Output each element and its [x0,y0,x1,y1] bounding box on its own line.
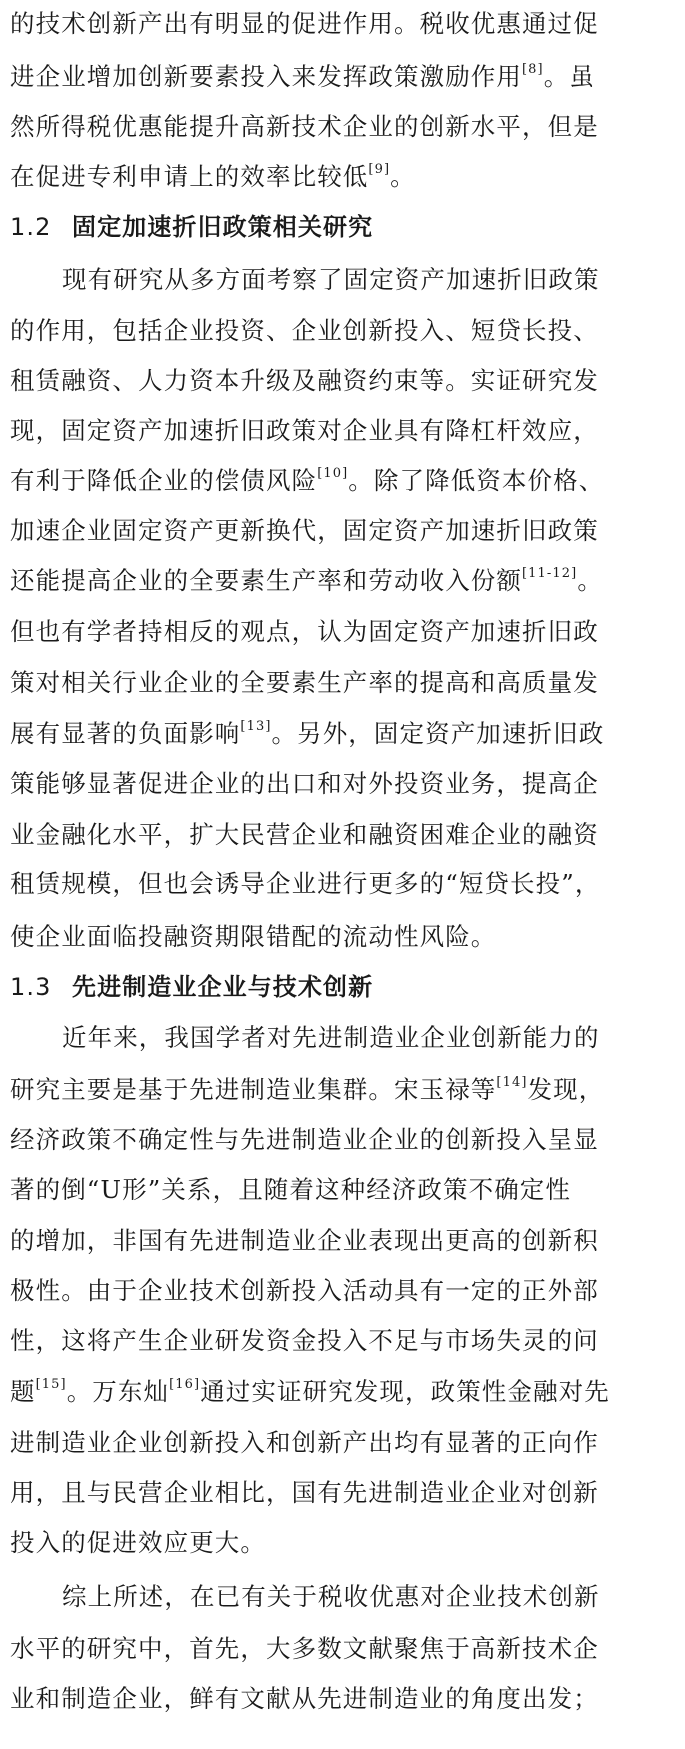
citation-ref: [15] [35,1376,67,1392]
text-segment: 还能提高企业的全要素生产率和劳动收入份额 [10,566,522,595]
section-number: 1.2 [10,213,52,241]
section-heading-1-3 [10,967,373,1007]
text-line: 著的倒“U形”关系，且随着这种经济政策不确定性 [10,1175,571,1204]
text-line [10,461,604,501]
text-segment: 。除了降低资本价格、 [348,466,605,495]
citation-ref: [11-12] [522,565,578,581]
text-line: 策能够显著促进企业的出口和对外投资业务，提高企 [10,769,599,798]
text-segment: 在促进专利申请上的效率比较低 [10,162,369,191]
citation-ref: [9] [368,161,391,177]
text-line: 用，且与民营企业相比，国有先进制造业企业对创新 [10,1478,599,1507]
text-segment: 发现， [527,1075,605,1104]
section-heading-1-2 [10,207,373,247]
text-line: 经济政策不确定性与先进制造业企业的创新投入呈显 [10,1125,599,1154]
text-line: 投入的促进效应更大。 [10,1528,266,1557]
text-line: 水平的研究中，首先，大多数文献聚焦于高新技术企 [10,1634,599,1663]
text-line [10,561,603,601]
citation-ref: [8] [522,61,544,77]
text-segment: 。虽 [543,62,595,91]
text-line: 性，这将产生企业研发资金投入不足与市场失灵的问 [10,1326,599,1355]
text-line: 然所得税优惠能提升高新技术企业的创新水平，但是 [10,112,599,141]
text-segment: 展有显著的负面影响 [10,719,241,748]
text-line: 租赁规模，但也会诱导企业进行更多的“短贷长投”， [10,869,601,898]
text-segment: 通过实证研究发现，政策性金融对先 [200,1377,610,1406]
citation-ref: [14] [496,1074,528,1090]
text-line [10,714,604,754]
section-number: 1.3 [10,973,52,1001]
text-line: 现，固定资产加速折旧政策对企业具有降杠杆效应， [10,416,599,445]
text-line: 进制造业企业创新投入和创新产出均有显著的正向作 [10,1428,599,1457]
text-line [10,1070,604,1110]
text-segment: 。万东灿 [66,1377,170,1406]
text-line: 业金融化水平，扩大民营企业和融资困难企业的融资 [10,820,599,849]
text-segment: 题 [10,1377,36,1406]
text-line: 业和制造企业，鲜有文献从先进制造业的角度出发； [10,1684,599,1713]
text-segment: 进企业增加创新要素投入来发挥政策激励作用 [10,62,522,91]
text-line: 策对相关行业企业的全要素生产率的提高和高质量发 [10,668,599,697]
text-line: 的作用，包括企业投资、企业创新投入、短贷长投、 [10,316,599,345]
text-segment: 。 [577,566,603,595]
text-line: 综上所述，在已有关于税收优惠对企业技术创新 [62,1582,600,1611]
text-segment: 。另外，固定资产加速折旧政 [271,719,605,748]
section-title: 先进制造业企业与技术创新 [72,973,374,1001]
text-line: 加速企业固定资产更新换代，固定资产加速折旧政策 [10,516,599,545]
text-line [10,157,416,197]
text-line: 近年来，我国学者对先进制造业企业创新能力的 [62,1023,600,1052]
text-segment: 研究主要是基于先进制造业集群。宋玉禄等 [10,1075,497,1104]
text-line [10,1372,610,1412]
citation-ref: [10] [317,465,349,481]
text-line: 但也有学者持相反的观点，认为固定资产加速折旧政 [10,617,599,646]
text-segment: 。 [390,162,416,191]
section-title: 固定加速折旧政策相关研究 [72,213,374,241]
text-line: 的技术创新产出有明显的促进作用。税收优惠通过促 [10,9,599,38]
text-segment: 有利于降低企业的偿债风险 [10,466,318,495]
text-line: 的增加，非国有先进制造业企业表现出更高的创新积 [10,1226,599,1255]
citation-ref: [16] [169,1376,201,1392]
text-line: 使企业面临投融资期限错配的流动性风险。 [10,922,497,951]
text-line: 极性。由于企业技术创新投入活动具有一定的正外部 [10,1276,599,1305]
text-line: 现有研究从多方面考察了固定资产加速折旧政策 [62,265,600,294]
text-line: 租赁融资、人力资本升级及融资约束等。实证研究发 [10,366,599,395]
text-line [10,57,595,97]
citation-ref: [13] [240,718,272,734]
